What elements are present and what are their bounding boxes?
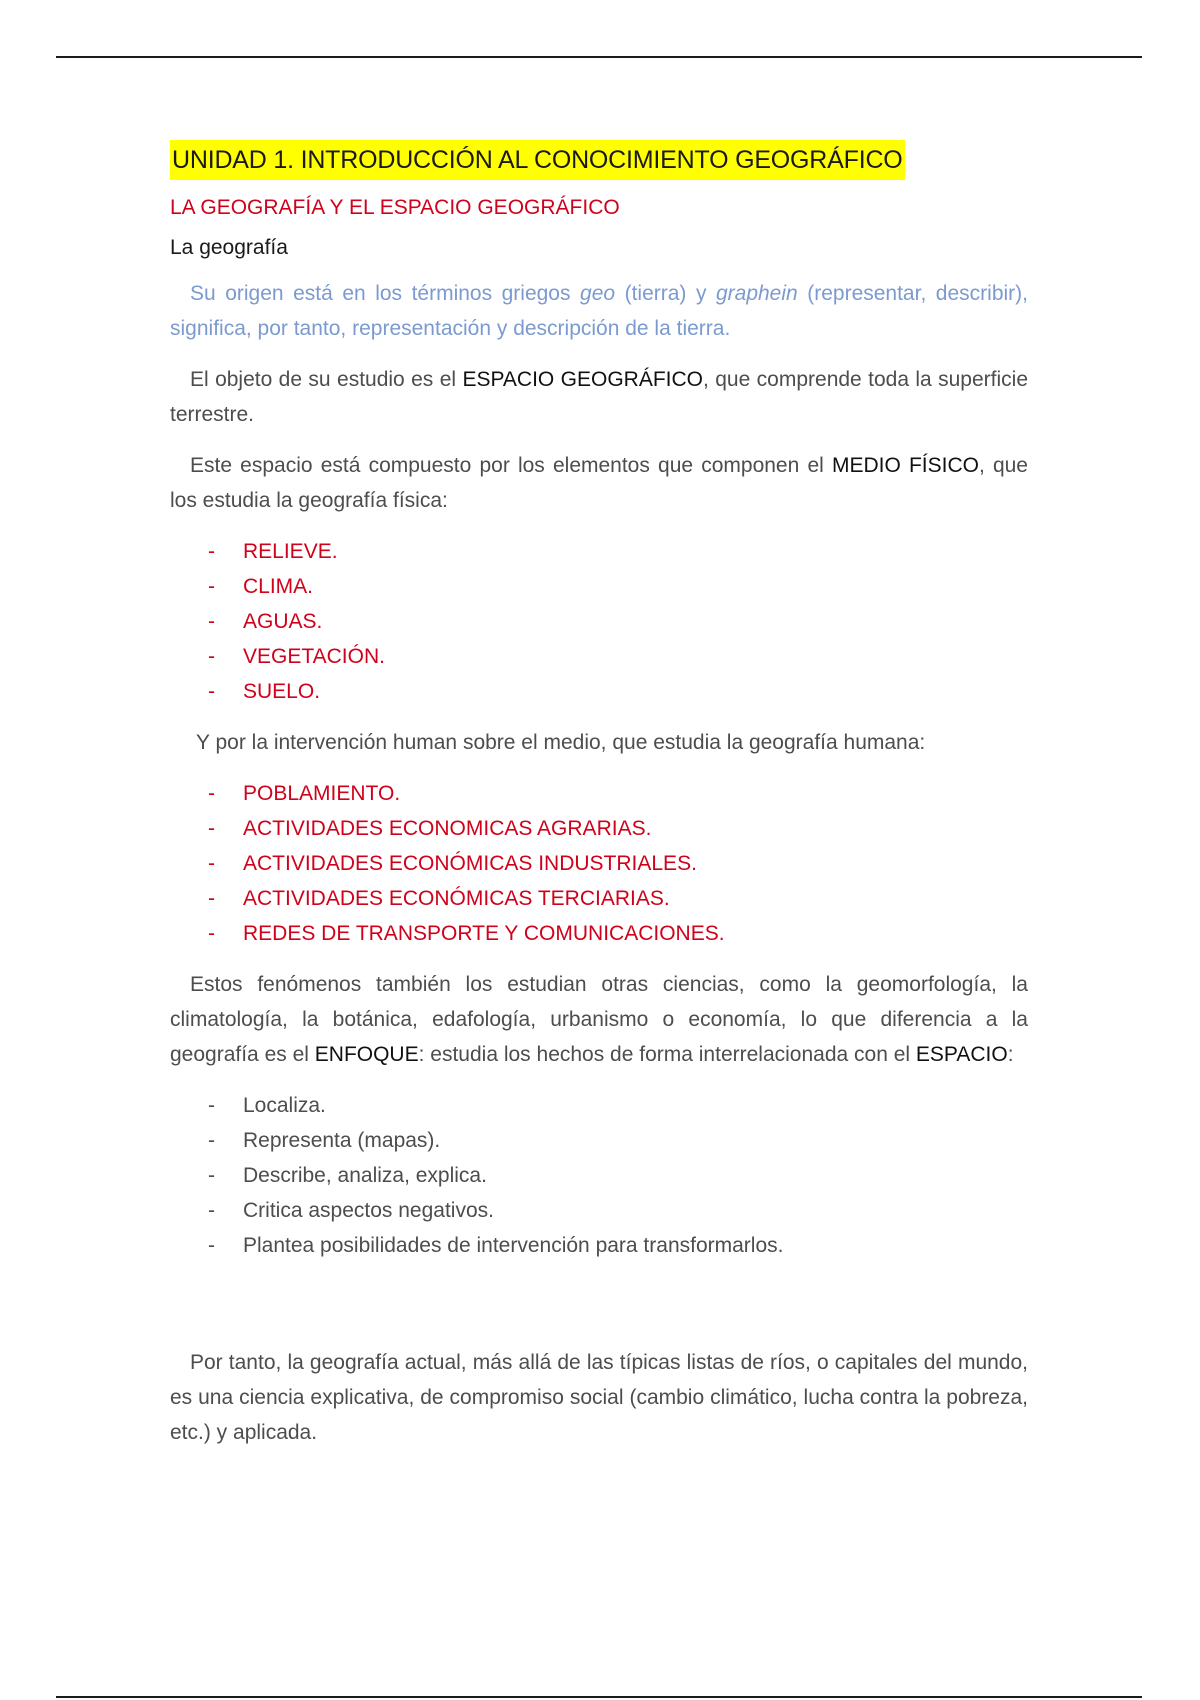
unit-title: UNIDAD 1. INTRODUCCIÓN AL CONOCIMIENTO GEOGRÁFICO <box>170 140 905 180</box>
list-item: - POBLAMIENTO. <box>170 776 1028 811</box>
list-item: - Critica aspectos negativos. <box>170 1193 1028 1228</box>
list-item: - ACTIVIDADES ECONOMICAS AGRARIAS. <box>170 811 1028 846</box>
bottom-rule <box>56 1696 1142 1698</box>
list-item: - ACTIVIDADES ECONÓMICAS TERCIARIAS. <box>170 881 1028 916</box>
approach-paragraph: Estos fenómenos también los estudian otras ciencias, como la geomorfología, la climatología, la botánica, edafología, urbanismo o economía, lo que diferencia a la geografía es el ENFOQUE: estudia los hechos de forma interrelacionada con el ESPACIO: <box>170 973 1028 1066</box>
list-item: - SUELO. <box>170 674 1028 709</box>
term-graphein: graphein <box>715 282 798 305</box>
human-paragraph: Y por la intervención human sobre el medio, que estudia la geografía humana: <box>196 731 926 754</box>
actions-list <box>170 1088 1028 1263</box>
document-page <box>170 140 1028 1466</box>
physical-elements-list <box>170 534 1028 709</box>
list-item: - CLIMA. <box>170 569 1028 604</box>
object-paragraph: El objeto de su estudio es el ESPACIO GEOGRÁFICO, que comprende toda la superficie terrestre. <box>170 368 1029 426</box>
term-espacio-geografico: ESPACIO GEOGRÁFICO <box>462 368 703 391</box>
origin-paragraph: Su origen está en los términos griegos geo (tierra) y graphein (representar, describir), significa, por tanto, representación y descripción de la tierra. <box>170 282 1028 340</box>
list-item: - REDES DE TRANSPORTE Y COMUNICACIONES. <box>170 916 1028 951</box>
term-enfoque: ENFOQUE <box>314 1043 419 1066</box>
physical-paragraph: Este espacio está compuesto por los elementos que componen el MEDIO FÍSICO, que los estudia la geografía física: <box>170 454 1028 512</box>
subheading: La geografía <box>170 236 288 259</box>
conclusion-paragraph: Por tanto, la geografía actual, más allá de las típicas listas de ríos, o capitales del mundo, es una ciencia explicativa, de compromiso social (cambio climático, lucha contra la pobreza, etc.) y aplicada. <box>170 1351 1028 1444</box>
list-item: - ACTIVIDADES ECONÓMICAS INDUSTRIALES. <box>170 846 1028 881</box>
term-medio-fisico: MEDIO FÍSICO <box>831 454 979 477</box>
list-item: - Representa (mapas). <box>170 1123 1028 1158</box>
list-item: - Describe, analiza, explica. <box>170 1158 1028 1193</box>
list-item: - RELIEVE. <box>170 534 1028 569</box>
top-rule <box>56 56 1142 58</box>
spacer <box>170 1279 1028 1345</box>
term-espacio: ESPACIO <box>915 1043 1008 1066</box>
term-geo: geo <box>580 282 616 305</box>
list-item: - Localiza. <box>170 1088 1028 1123</box>
list-item: - AGUAS. <box>170 604 1028 639</box>
list-item: - VEGETACIÓN. <box>170 639 1028 674</box>
list-item: - Plantea posibilidades de intervención para transformarlos. <box>170 1228 1028 1263</box>
human-elements-list <box>170 776 1028 951</box>
section-heading: LA GEOGRAFÍA Y EL ESPACIO GEOGRÁFICO <box>170 196 620 219</box>
